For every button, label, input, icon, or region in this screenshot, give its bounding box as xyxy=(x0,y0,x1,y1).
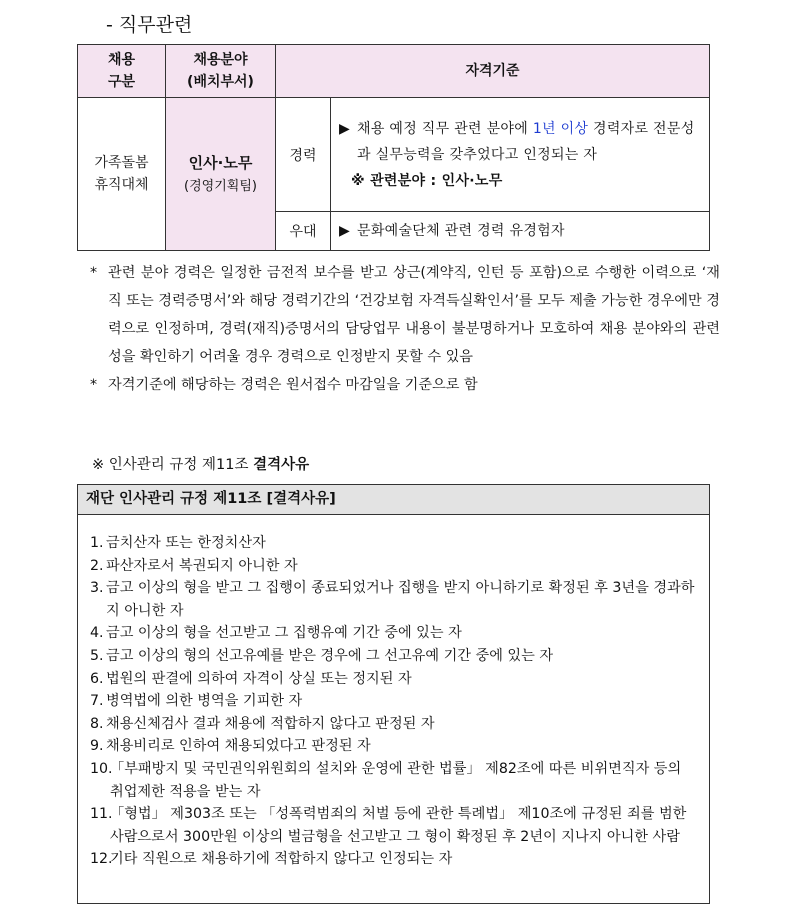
note-text: 자격기준에 해당하는 경력은 원서접수 마감일을 기준으로 함 xyxy=(108,377,478,393)
header-recruit-type-line1: 채용 xyxy=(107,52,136,68)
item-number: 12. xyxy=(90,851,113,868)
item-text: 병역법에 의한 병역을 기피한 자 xyxy=(106,693,303,710)
list-item xyxy=(90,758,699,803)
item-text: 금고 이상의 형을 선고받고 그 집행유예 기간 중에 있는 자 xyxy=(106,625,462,642)
item-text: 법원의 판결에 의하여 자격이 상실 또는 정지된 자 xyxy=(106,670,412,687)
item-text: 채용비리로 인하여 채용되었다고 판정된 자 xyxy=(106,738,371,755)
preferred-label: 우대 xyxy=(276,212,331,251)
item-text: 「부패방지 및 국민권익위원회의 설치와 운영에 관한 법률」 제82조에 따른 비위면직자 등의 취업제한 적용을 받는 자 xyxy=(110,760,682,800)
reference-prefix: ※ 인사관리 규정 제11조 xyxy=(92,457,254,473)
recruit-field-name: 인사·노무 xyxy=(188,154,253,172)
recruit-type-line2: 휴직대체 xyxy=(94,177,149,193)
career-criteria xyxy=(331,98,710,212)
item-text: 파산자로서 복권되지 아니한 자 xyxy=(106,557,298,574)
disqualification-box xyxy=(77,484,710,904)
reference-bold: 결격사유 xyxy=(253,457,310,473)
regulation-reference xyxy=(92,453,309,474)
item-text: 금고 이상의 형을 받고 그 집행이 종료되었거나 집행을 받지 아니하기로 확정된 후 3년을 경과하지 아니한 자 xyxy=(106,580,695,619)
item-number: 1. xyxy=(90,535,104,551)
list-item xyxy=(90,645,699,668)
header-recruit-type xyxy=(78,45,166,98)
item-number: 9. xyxy=(90,738,104,755)
item-text: 금고 이상의 형의 선고유예를 받은 경우에 그 선고유예 기간 중에 있는 자 xyxy=(106,647,554,664)
header-recruit-field-line2: (배치부서) xyxy=(187,74,254,90)
recruit-field-cell xyxy=(166,98,276,251)
list-item xyxy=(90,577,699,622)
career-text-highlight: 1년 이상 xyxy=(532,120,589,137)
item-text: 「형법」 제303조 또는 「성폭력범죄의 처벌 등에 관한 특례법」 제10조에 규정된 죄를 범한 사람으로서 300만원 이상의 벌금형을 선고받고 그 형이 확정된 후 2년이 지나지 아니한 사람 xyxy=(110,806,687,845)
career-related-field: ※ 관련분야 : 인사·노무 xyxy=(351,172,503,189)
list-item xyxy=(90,622,699,645)
list-item xyxy=(90,532,699,555)
career-text-post: 경력자로 전문성과 실무능력을 갖추었다고 인정되는 자 xyxy=(357,120,695,163)
item-text: 기타 직원으로 채용하기에 적합하지 않다고 인정되는 자 xyxy=(110,851,453,868)
list-item xyxy=(90,668,699,691)
box-title: 재단 인사관리 규정 제11조 [결격사유] xyxy=(78,485,709,515)
career-criteria-text xyxy=(339,116,701,168)
list-item xyxy=(90,735,699,758)
recruit-type-cell xyxy=(78,98,166,251)
note-text: 관련 분야 경력은 일정한 금전적 보수를 받고 상근(계약직, 인턴 등 포함)으로 수행한 이력으로 ‘재직 또는 경력증명서’와 해당 경력기간의 ‘건강보험 자격득실확인서’를 모두 제출 가능한 경우에만 경력으로 인정하며, 경력(재직)증명서의 담당업무 내용이 불분명하거나 모호하여 채용 분야와의 관련성을 확인하기 어려울 경우 경력으로 인정받지 못할 수 있음 xyxy=(108,265,720,365)
item-number: 11. xyxy=(90,806,113,823)
item-number: 5. xyxy=(90,647,104,664)
item-number: 10. xyxy=(90,760,113,777)
item-number: 6. xyxy=(90,670,104,687)
list-item xyxy=(90,848,699,871)
career-label: 경력 xyxy=(276,98,331,212)
triangle-bullet-icon: ▶ xyxy=(339,223,351,239)
triangle-bullet-icon: ▶ xyxy=(339,120,351,137)
item-number: 7. xyxy=(90,693,104,710)
item-text: 채용신체검사 결과 채용에 적합하지 않다고 판정된 자 xyxy=(106,715,435,732)
item-number: 4. xyxy=(90,625,104,642)
header-qualification: 자격기준 xyxy=(276,45,710,98)
item-number: 8. xyxy=(90,715,104,732)
list-item xyxy=(90,803,699,848)
note-item xyxy=(90,259,720,371)
preferred-criteria xyxy=(331,212,710,251)
header-recruit-type-line2: 구분 xyxy=(107,74,136,90)
note-item xyxy=(90,371,720,399)
preferred-text: 문화예술단체 관련 경력 유경험자 xyxy=(357,223,565,239)
disqualification-list xyxy=(78,515,709,871)
header-recruit-field-line1: 채용분야 xyxy=(193,52,248,68)
item-text: 금치산자 또는 한정치산자 xyxy=(106,535,266,551)
item-number: 2. xyxy=(90,557,104,574)
recruit-type-line1: 가족돌봄 xyxy=(94,155,149,171)
list-item xyxy=(90,690,699,713)
section-heading: - 직무관련 xyxy=(106,14,193,36)
list-item xyxy=(90,555,699,578)
qualification-table xyxy=(77,44,710,251)
list-item xyxy=(90,713,699,736)
header-recruit-field xyxy=(166,45,276,98)
asterisk-icon: * xyxy=(90,377,98,393)
asterisk-icon: * xyxy=(90,265,98,281)
recruit-field-dept: (경영기획팀) xyxy=(184,179,257,194)
notes xyxy=(90,259,720,399)
career-text-pre: 채용 예정 직무 관련 분야에 xyxy=(357,120,533,137)
item-number: 3. xyxy=(90,580,104,597)
